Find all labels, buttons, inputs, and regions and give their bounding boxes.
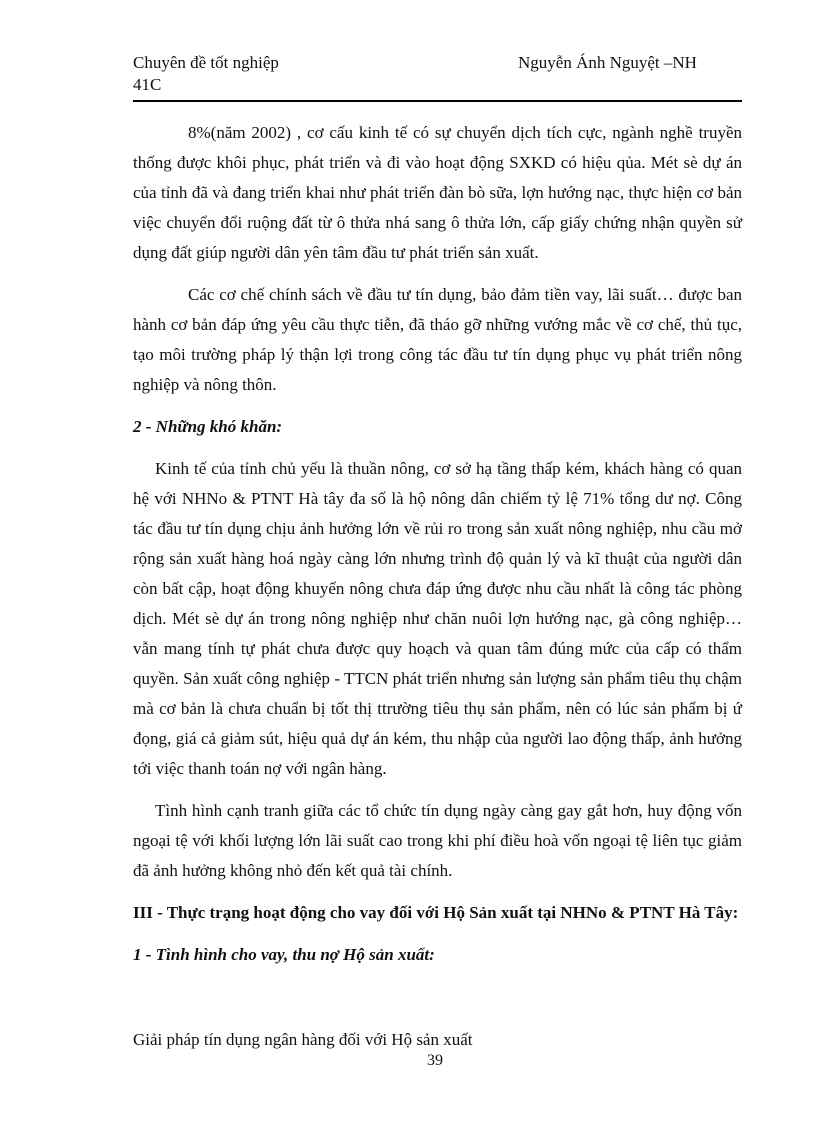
subheading-lending: 1 - Tình hình cho vay, thu nợ Hộ sản xuất: <box>133 945 435 964</box>
header-author: Nguyễn Ánh Nguyệt –NH <box>518 53 697 72</box>
paragraph-4: Tình hình cạnh tranh giữa các tổ chức tín dụng ngày càng gay gắt hơn, huy động vốn ngoại tệ với khối lượng lớn lãi suất cao trong khi phí điều hoà vốn ngoại tệ liên tục giảm đã ảnh hưởng không nhỏ đến kết quả tài chính. <box>133 801 742 880</box>
page-number: 39 <box>427 1052 443 1069</box>
footer-title: Giải pháp tín dụng ngân hàng đối với Hộ sản xuất <box>133 1030 473 1049</box>
header-title: Chuyên đề tốt nghiệp <box>133 53 279 72</box>
paragraph-2: Các cơ chế chính sách về đầu tư tín dụng, bảo đảm tiền vay, lãi suất… được ban hành cơ bản đáp ứng yêu cầu thực tiễn, đã tháo gỡ những vướng mắc về cơ chế, thủ tục, tạo môi trường pháp lý thận lợi trong công tác đầu tư tín dụng phục vụ phát triển nông nghiệp và nông thôn. <box>133 285 742 394</box>
page-header <box>133 52 742 102</box>
section-heading-iii: III - Thực trạng hoạt động cho vay đối với Hộ Sản xuất tại NHNo & PTNT Hà Tây: <box>133 903 739 922</box>
header-class: 41C <box>133 75 162 94</box>
paragraph-3: Kinh tế của tỉnh chủ yếu là thuần nông, cơ sở hạ tầng thấp kém, khách hàng có quan hệ với NHNo & PTNT Hà tây đa số là hộ nông dân chiếm tỷ lệ 71% tổng dư nợ. Công tác đầu tư tín dụng chịu ảnh hưởng lớn về rủi ro trong sản xuất nông nghiệp, nhu cầu mở rộng sản xuất hàng hoá ngày càng lớn nhưng trình độ quản lý và kĩ thuật của người dân còn bất cập, hoạt động khuyến nông chưa đáp ứng được nhu cầu nhất là công tác phòng dịch. Mét sè dự án trong nông nghiệp như chăn nuôi lợn hướng nạc, gà công nghiệp…vẫn mang tính tự phát chưa được quy hoạch và quan tâm đúng mức của cấp có thẩm quyền. Sản xuất công nghiệp - TTCN phát triển nhưng sản lượng sản phẩm tiêu thụ chậm mà cơ bản là chưa chuẩn bị tốt thị ttrường tiêu thụ sản phẩm, nên có lúc sản phẩm bị ứ đọng, giá cả giảm sút, hiệu quả dự án kém, thu nhập của người lao động thấp, ảnh hưởng tới việc thanh toán nợ với ngân hàng. <box>133 459 742 778</box>
header-left <box>133 52 279 96</box>
paragraph-1: 8%(năm 2002) , cơ cấu kinh tế có sự chuyển dịch tích cực, ngành nghề truyền thống được khôi phục, phát triển và đi vào hoạt động SXKD có hiệu qủa. Mét sè dự án của tỉnh đã và đang triển khai như phát triển đàn bò sữa, lợn hướng nạc, thực hiện cơ bản việc chuyển đổi ruộng đất từ ô thửa nhá sang ô thửa lớn, cấp giấy chứng nhận quyền sử dụng đất giúp người dân yên tâm đầu tư phát triển sản xuất. <box>133 123 742 262</box>
subheading-difficulties: 2 - Những khó khăn: <box>133 417 283 436</box>
document-body <box>133 118 742 982</box>
